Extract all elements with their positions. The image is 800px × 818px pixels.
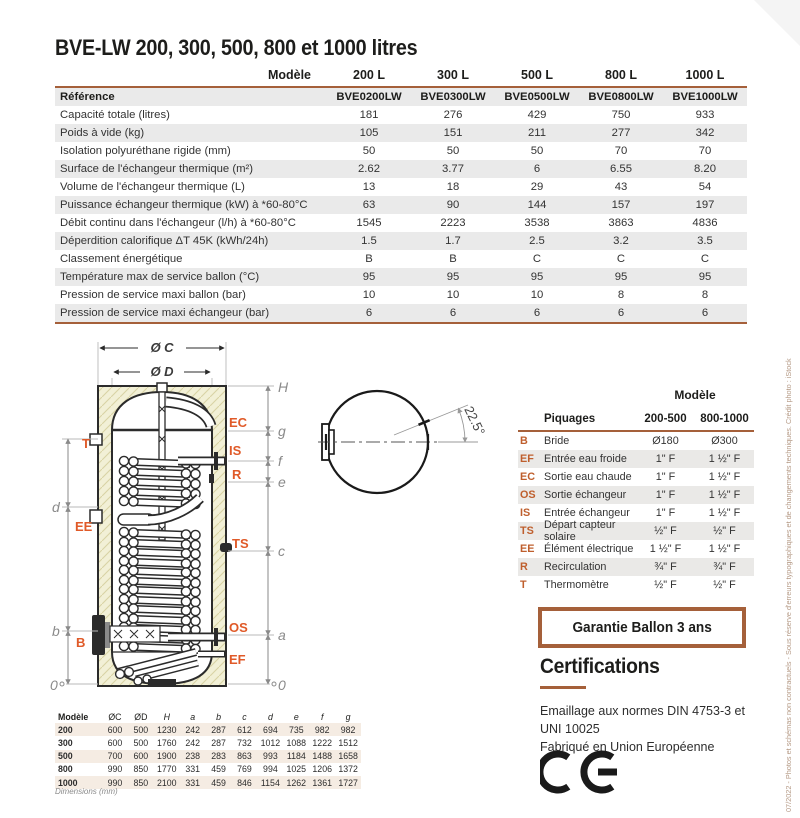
certifications-lines <box>540 702 765 756</box>
outer-diameter-dimension <box>98 340 226 386</box>
dim-letter-a: a <box>278 627 286 643</box>
port-label-EC: EC <box>229 415 248 430</box>
spec-row <box>55 250 747 268</box>
spec-cell: 90 <box>446 199 460 211</box>
spec-cell: 3.2 <box>613 235 629 247</box>
dims-cell: 1262 <box>286 777 307 788</box>
spec-cell: 63 <box>362 199 376 211</box>
spec-cell: 933 <box>695 109 715 121</box>
spec-cell: 95 <box>698 271 712 283</box>
spec-cell: BVE1000LW <box>672 91 738 103</box>
dims-cell: 500 <box>133 737 149 748</box>
spec-cell: BVE0500LW <box>504 91 570 103</box>
piquage-code: IS <box>520 507 531 519</box>
spec-cell: B <box>449 253 457 265</box>
spec-cell: 95 <box>614 271 628 283</box>
dims-cell: 600 <box>133 751 149 762</box>
dims-cell: 242 <box>185 737 201 748</box>
dims-cell: 1770 <box>156 764 177 775</box>
page-corner-fold <box>754 0 800 46</box>
spec-cell: 3863 <box>608 217 634 229</box>
spec-cell: 8.20 <box>694 163 716 175</box>
dims-cell: 1658 <box>338 751 358 762</box>
dims-cell: 1025 <box>286 764 307 775</box>
spec-cell: 1545 <box>356 217 382 229</box>
dims-row <box>55 763 361 776</box>
dims-cell: 735 <box>288 724 304 735</box>
dims-cell: 600 <box>107 737 123 748</box>
dims-model-cell: 800 <box>58 764 73 775</box>
piquage-code: EF <box>520 453 534 465</box>
tank-top-view-diagram <box>318 382 513 512</box>
dim-letter-f: f <box>278 453 282 469</box>
piquage-label: Thermomètre <box>544 579 609 591</box>
piquage-row <box>518 519 754 543</box>
dims-cell: 1372 <box>338 764 358 775</box>
piquage-value: ¾" F <box>654 561 677 573</box>
spec-row-label: Classement énergétique <box>60 253 183 265</box>
spec-cell: 70 <box>614 145 628 157</box>
spec-row-label: Température max de service ballon (°C) <box>60 271 260 283</box>
spec-cell: 54 <box>698 181 712 193</box>
certification-line: UNI 10025 <box>540 722 600 737</box>
dims-header-cell: f <box>320 711 324 722</box>
dims-cell: 846 <box>237 777 252 788</box>
dims-cell: 287 <box>211 724 226 735</box>
spec-row <box>55 304 747 322</box>
spec-row-label: Capacité totale (litres) <box>60 109 170 121</box>
spec-row-label: Pression de service maxi ballon (bar) <box>60 289 246 301</box>
piquage-value: Ø300 <box>711 435 738 447</box>
spec-table-header <box>55 64 747 86</box>
spec-cell: 2223 <box>440 217 466 229</box>
dims-row <box>55 736 361 749</box>
certifications-underline <box>540 686 586 689</box>
dims-cell: 769 <box>237 764 252 775</box>
dim-letter-zero-left: 0 <box>50 677 58 693</box>
spec-cell: 276 <box>443 109 463 121</box>
spec-cell: C <box>532 253 542 265</box>
dims-cell: 459 <box>211 764 226 775</box>
spec-cell: 342 <box>695 127 715 139</box>
dim-letter-g: g <box>278 423 286 439</box>
spec-cell: B <box>365 253 373 265</box>
spec-row-label: Puissance échangeur thermique (kW) à *60-80°C <box>60 199 308 211</box>
spec-row <box>55 160 747 178</box>
dims-cell: 459 <box>211 777 226 788</box>
spec-cell: 1.7 <box>445 235 461 247</box>
dims-cell: 1900 <box>156 751 177 762</box>
piquage-label: Bride <box>544 435 570 447</box>
spec-cell: 3.5 <box>697 235 713 247</box>
piquage-value: 1" F <box>655 453 676 465</box>
dims-cell: 993 <box>263 751 278 762</box>
dimensions-table <box>55 710 361 789</box>
piquage-code: EE <box>520 543 535 555</box>
piquage-row <box>518 468 754 486</box>
dims-cell: 238 <box>185 751 201 762</box>
spec-table-rows <box>55 86 747 324</box>
piquage-code: R <box>520 561 528 573</box>
spec-cell: 50 <box>530 145 544 157</box>
spec-cell: 6 <box>617 307 625 319</box>
spec-cell: BVE0800LW <box>588 91 654 103</box>
dim-letter-b: b <box>52 623 60 639</box>
spec-cell: 6 <box>533 307 541 319</box>
port-label-OS: OS <box>229 620 248 635</box>
spec-row-label: Débit continu dans l'échangeur (l/h) à *60-80°C <box>60 217 296 229</box>
dims-cell: 990 <box>107 764 123 775</box>
piquage-value: Ø180 <box>652 435 679 447</box>
spec-cell: 105 <box>359 127 379 139</box>
dims-cell: 1361 <box>312 777 332 788</box>
piquage-label: Élément électrique <box>544 543 634 555</box>
spec-row <box>55 124 747 142</box>
dim-letter-d: d <box>52 499 60 515</box>
piquage-value: 1" F <box>655 471 676 483</box>
dims-header-cell: g <box>345 711 351 722</box>
spec-row <box>55 178 747 196</box>
dim-label-od: Ø D <box>150 364 174 379</box>
piquages-col-800-1000: 800-1000 <box>700 413 749 425</box>
thermometer-port <box>90 434 102 445</box>
dims-header-cell: a <box>190 711 196 722</box>
spec-cell: 13 <box>362 181 376 193</box>
spec-row <box>55 106 747 124</box>
spec-cell: 50 <box>362 145 376 157</box>
piquage-value: 1" F <box>655 489 676 501</box>
spec-cell: 429 <box>527 109 547 121</box>
dims-cell: 287 <box>211 737 226 748</box>
spec-cell: 6 <box>533 163 541 175</box>
port-label-R: R <box>232 467 242 482</box>
spec-cell: C <box>616 253 626 265</box>
piquage-value: 1 ½" F <box>708 507 741 519</box>
spec-row-label: Poids à vide (kg) <box>60 127 145 139</box>
spec-cell: 197 <box>695 199 715 211</box>
spec-cell: 1.5 <box>361 235 377 247</box>
spec-cell: 95 <box>446 271 460 283</box>
spec-cell: 10 <box>446 289 460 301</box>
dims-header-cell: e <box>293 711 299 722</box>
recirculation-port <box>209 474 214 483</box>
dims-cell: 1012 <box>260 737 281 748</box>
spec-row <box>55 142 747 160</box>
spec-row <box>55 214 747 232</box>
piquage-value: 1 ½" F <box>708 471 741 483</box>
dims-cell: 1760 <box>156 737 177 748</box>
piquage-value: ½" F <box>713 579 736 591</box>
spec-row-label: Référence <box>60 91 115 103</box>
piquage-value: 1 ½" F <box>649 543 682 555</box>
spec-row <box>55 88 747 106</box>
spec-cell: 750 <box>611 109 631 121</box>
piquage-row <box>518 576 754 594</box>
spec-cell: 2.62 <box>358 163 380 175</box>
dimensions-rows <box>55 723 361 789</box>
port-label-EE: EE <box>75 519 93 534</box>
spec-row-label: Volume de l'échangeur thermique (L) <box>60 181 245 193</box>
spec-cell: 277 <box>611 127 631 139</box>
spec-col-200: 200 L <box>353 68 385 82</box>
dims-model-cell: 500 <box>58 751 73 762</box>
dims-cell: 2100 <box>156 777 177 788</box>
piquages-table <box>518 388 754 594</box>
spec-row-label: Pression de service maxi échangeur (bar) <box>60 307 270 319</box>
piquage-value: 1" F <box>655 507 676 519</box>
spec-col-300: 300 L <box>437 68 469 82</box>
spec-cell: 10 <box>362 289 376 301</box>
piquage-row <box>518 486 754 504</box>
dims-cell: 1184 <box>286 751 306 762</box>
page-title: BVE-LW 200, 300, 500, 800 et 1000 litres <box>55 34 418 60</box>
spec-cell: 211 <box>527 127 546 139</box>
piquage-row <box>518 540 754 558</box>
dims-cell: 990 <box>107 777 123 788</box>
piquages-rows <box>518 432 754 594</box>
dims-cell: 242 <box>185 724 201 735</box>
dims-header-cell: b <box>216 711 222 722</box>
dims-cell: 1512 <box>338 737 358 748</box>
spec-row <box>55 196 747 214</box>
piquage-code: OS <box>520 489 536 501</box>
certification-line: Emaillage aux normes DIN 4753-3 et <box>540 704 745 718</box>
spec-cell: BVE0300LW <box>420 91 486 103</box>
dims-cell: 283 <box>211 751 226 762</box>
port-label-EF: EF <box>229 652 246 667</box>
side-note: 07/2022 - Photos et schémas non contractuels - Sous réserve d'erreurs typographiques et de changements techniques. Crédit photo : iStock <box>784 358 793 812</box>
dims-cell: 732 <box>237 737 252 748</box>
spec-cell: 6 <box>365 307 373 319</box>
dims-header-cell: Modèle <box>58 711 89 722</box>
certifications-heading: Certifications <box>540 655 660 678</box>
spec-row <box>55 268 747 286</box>
dims-cell: 1222 <box>312 737 332 748</box>
spec-cell: 29 <box>530 181 544 193</box>
dims-model-cell: 300 <box>58 737 73 748</box>
port-label-B: B <box>76 635 86 650</box>
piquage-row <box>518 450 754 468</box>
dims-model-cell: 200 <box>58 724 73 735</box>
dims-header-cell: d <box>267 711 273 722</box>
port-label-T: T <box>82 436 90 451</box>
dims-cell: 863 <box>237 751 252 762</box>
spec-table <box>55 64 747 324</box>
ce-mark-icon <box>540 750 632 794</box>
dims-cell: 1088 <box>286 737 307 748</box>
spec-row <box>55 286 747 304</box>
dims-cell: 500 <box>133 724 149 735</box>
certification-line: Fabriqué en Union Européenne <box>540 740 715 755</box>
spec-cell: 157 <box>611 199 631 211</box>
piquages-model-header: Modèle <box>674 388 716 402</box>
spec-cell: 4836 <box>692 217 718 229</box>
piquage-code: EC <box>520 471 535 483</box>
spec-cell: 3.77 <box>442 163 464 175</box>
piquage-code: B <box>520 435 528 447</box>
dims-cell: 994 <box>263 764 278 775</box>
dims-header-cell: c <box>242 711 247 722</box>
dims-cell: 850 <box>133 777 149 788</box>
piquage-label: Sortie eau chaude <box>544 471 632 483</box>
spec-cell: 43 <box>614 181 628 193</box>
spec-row-label: Surface de l'échangeur thermique (m²) <box>60 163 254 175</box>
piquage-row <box>518 432 754 450</box>
warranty-badge <box>538 607 746 648</box>
dims-cell: 1206 <box>312 764 332 775</box>
piquage-row <box>518 558 754 576</box>
spec-cell: 50 <box>446 145 460 157</box>
dim-letter-zero-right: 0 <box>278 677 286 693</box>
spec-cell: BVE0200LW <box>336 91 402 103</box>
spec-cell: 95 <box>530 271 544 283</box>
spec-cell: 6 <box>701 307 709 319</box>
spec-cell: 10 <box>530 289 544 301</box>
dims-cell: 331 <box>185 764 201 775</box>
dims-model-cell: 1000 <box>58 777 78 788</box>
piquage-code: T <box>520 579 527 591</box>
spec-cell: 144 <box>527 199 547 211</box>
dims-cell: 982 <box>340 724 356 735</box>
dims-row <box>55 750 361 763</box>
dims-header-cell: ØC <box>108 711 122 722</box>
dim-letter-e: e <box>278 474 286 490</box>
dims-cell: 700 <box>107 751 123 762</box>
piquage-label: Recirculation <box>544 561 607 573</box>
dims-cell: 1154 <box>260 777 280 788</box>
piquages-header: Piquages <box>544 413 596 425</box>
dims-cell: 1230 <box>156 724 177 735</box>
piquages-column-header-row <box>518 408 754 432</box>
piquage-value: ½" F <box>654 525 677 537</box>
spec-col-500: 500 L <box>521 68 553 82</box>
dim-letter-H: H <box>278 379 289 395</box>
certifications-section <box>540 655 765 756</box>
dim-label-oc: Ø C <box>150 340 174 355</box>
spec-col-1000: 1000 L <box>685 68 725 82</box>
piquage-label: Départ capteur solaire <box>544 519 616 543</box>
piquages-col-200-500: 200-500 <box>644 413 687 425</box>
piquage-value: ¾" F <box>713 561 736 573</box>
dim-letter-c: c <box>278 543 285 559</box>
dims-header-cell: H <box>163 711 170 722</box>
piquage-value: ½" F <box>654 579 677 591</box>
drain-outlet <box>148 679 176 686</box>
piquage-value: 1 ½" F <box>708 543 741 555</box>
support-plate <box>110 626 160 642</box>
piquages-model-header-row <box>518 388 754 408</box>
dims-cell: 612 <box>237 724 252 735</box>
spec-cell: 3538 <box>524 217 550 229</box>
port-label-TS: TS <box>232 536 249 551</box>
dims-cell: 1488 <box>312 751 332 762</box>
piquage-value: ½" F <box>713 525 736 537</box>
dims-header-cell: ØD <box>134 711 148 722</box>
dims-cell: 331 <box>185 777 201 788</box>
piquage-code: TS <box>520 525 534 537</box>
dims-cell: 982 <box>314 724 330 735</box>
spec-cell: 70 <box>698 145 712 157</box>
spec-cell: 181 <box>359 109 379 121</box>
tank-cross-section-diagram <box>48 334 338 706</box>
spec-model-header: Modèle <box>267 68 311 82</box>
dims-cell: 1727 <box>338 777 358 788</box>
spec-cell: 6 <box>449 307 457 319</box>
spec-cell: 8 <box>701 289 709 301</box>
dims-cell: 694 <box>263 724 278 735</box>
spec-cell: C <box>700 253 710 265</box>
spec-cell: 151 <box>443 127 463 139</box>
piquage-label: Sortie échangeur <box>544 489 627 501</box>
spec-cell: 18 <box>446 181 460 193</box>
piquage-label: Entrée échangeur <box>544 507 630 519</box>
dimensions-header-row <box>55 710 361 723</box>
dims-row <box>55 723 361 736</box>
spec-cell: 6.55 <box>610 163 632 175</box>
piquage-value: 1 ½" F <box>708 489 741 501</box>
dims-cell: 850 <box>133 764 149 775</box>
piquage-label: Entrée eau froide <box>544 453 627 465</box>
angle-label: 22.5° <box>461 403 489 438</box>
warranty-badge-label: Garantie Ballon 3 ans <box>572 619 712 636</box>
spec-cell: 2.5 <box>529 235 545 247</box>
spec-col-800: 800 L <box>605 68 637 82</box>
spec-cell: 95 <box>362 271 376 283</box>
spec-cell: 8 <box>617 289 625 301</box>
port-label-IS: IS <box>229 443 242 458</box>
spec-row <box>55 232 747 250</box>
piquage-value: 1 ½" F <box>708 453 741 465</box>
spec-row-label: Isolation polyuréthane rigide (mm) <box>60 145 231 157</box>
dimensions-footnote: Dimensions (mm) <box>55 787 118 796</box>
spec-row-label: Déperdition calorifique ΔT 45K (kWh/24h) <box>60 235 269 247</box>
dims-cell: 600 <box>107 724 123 735</box>
